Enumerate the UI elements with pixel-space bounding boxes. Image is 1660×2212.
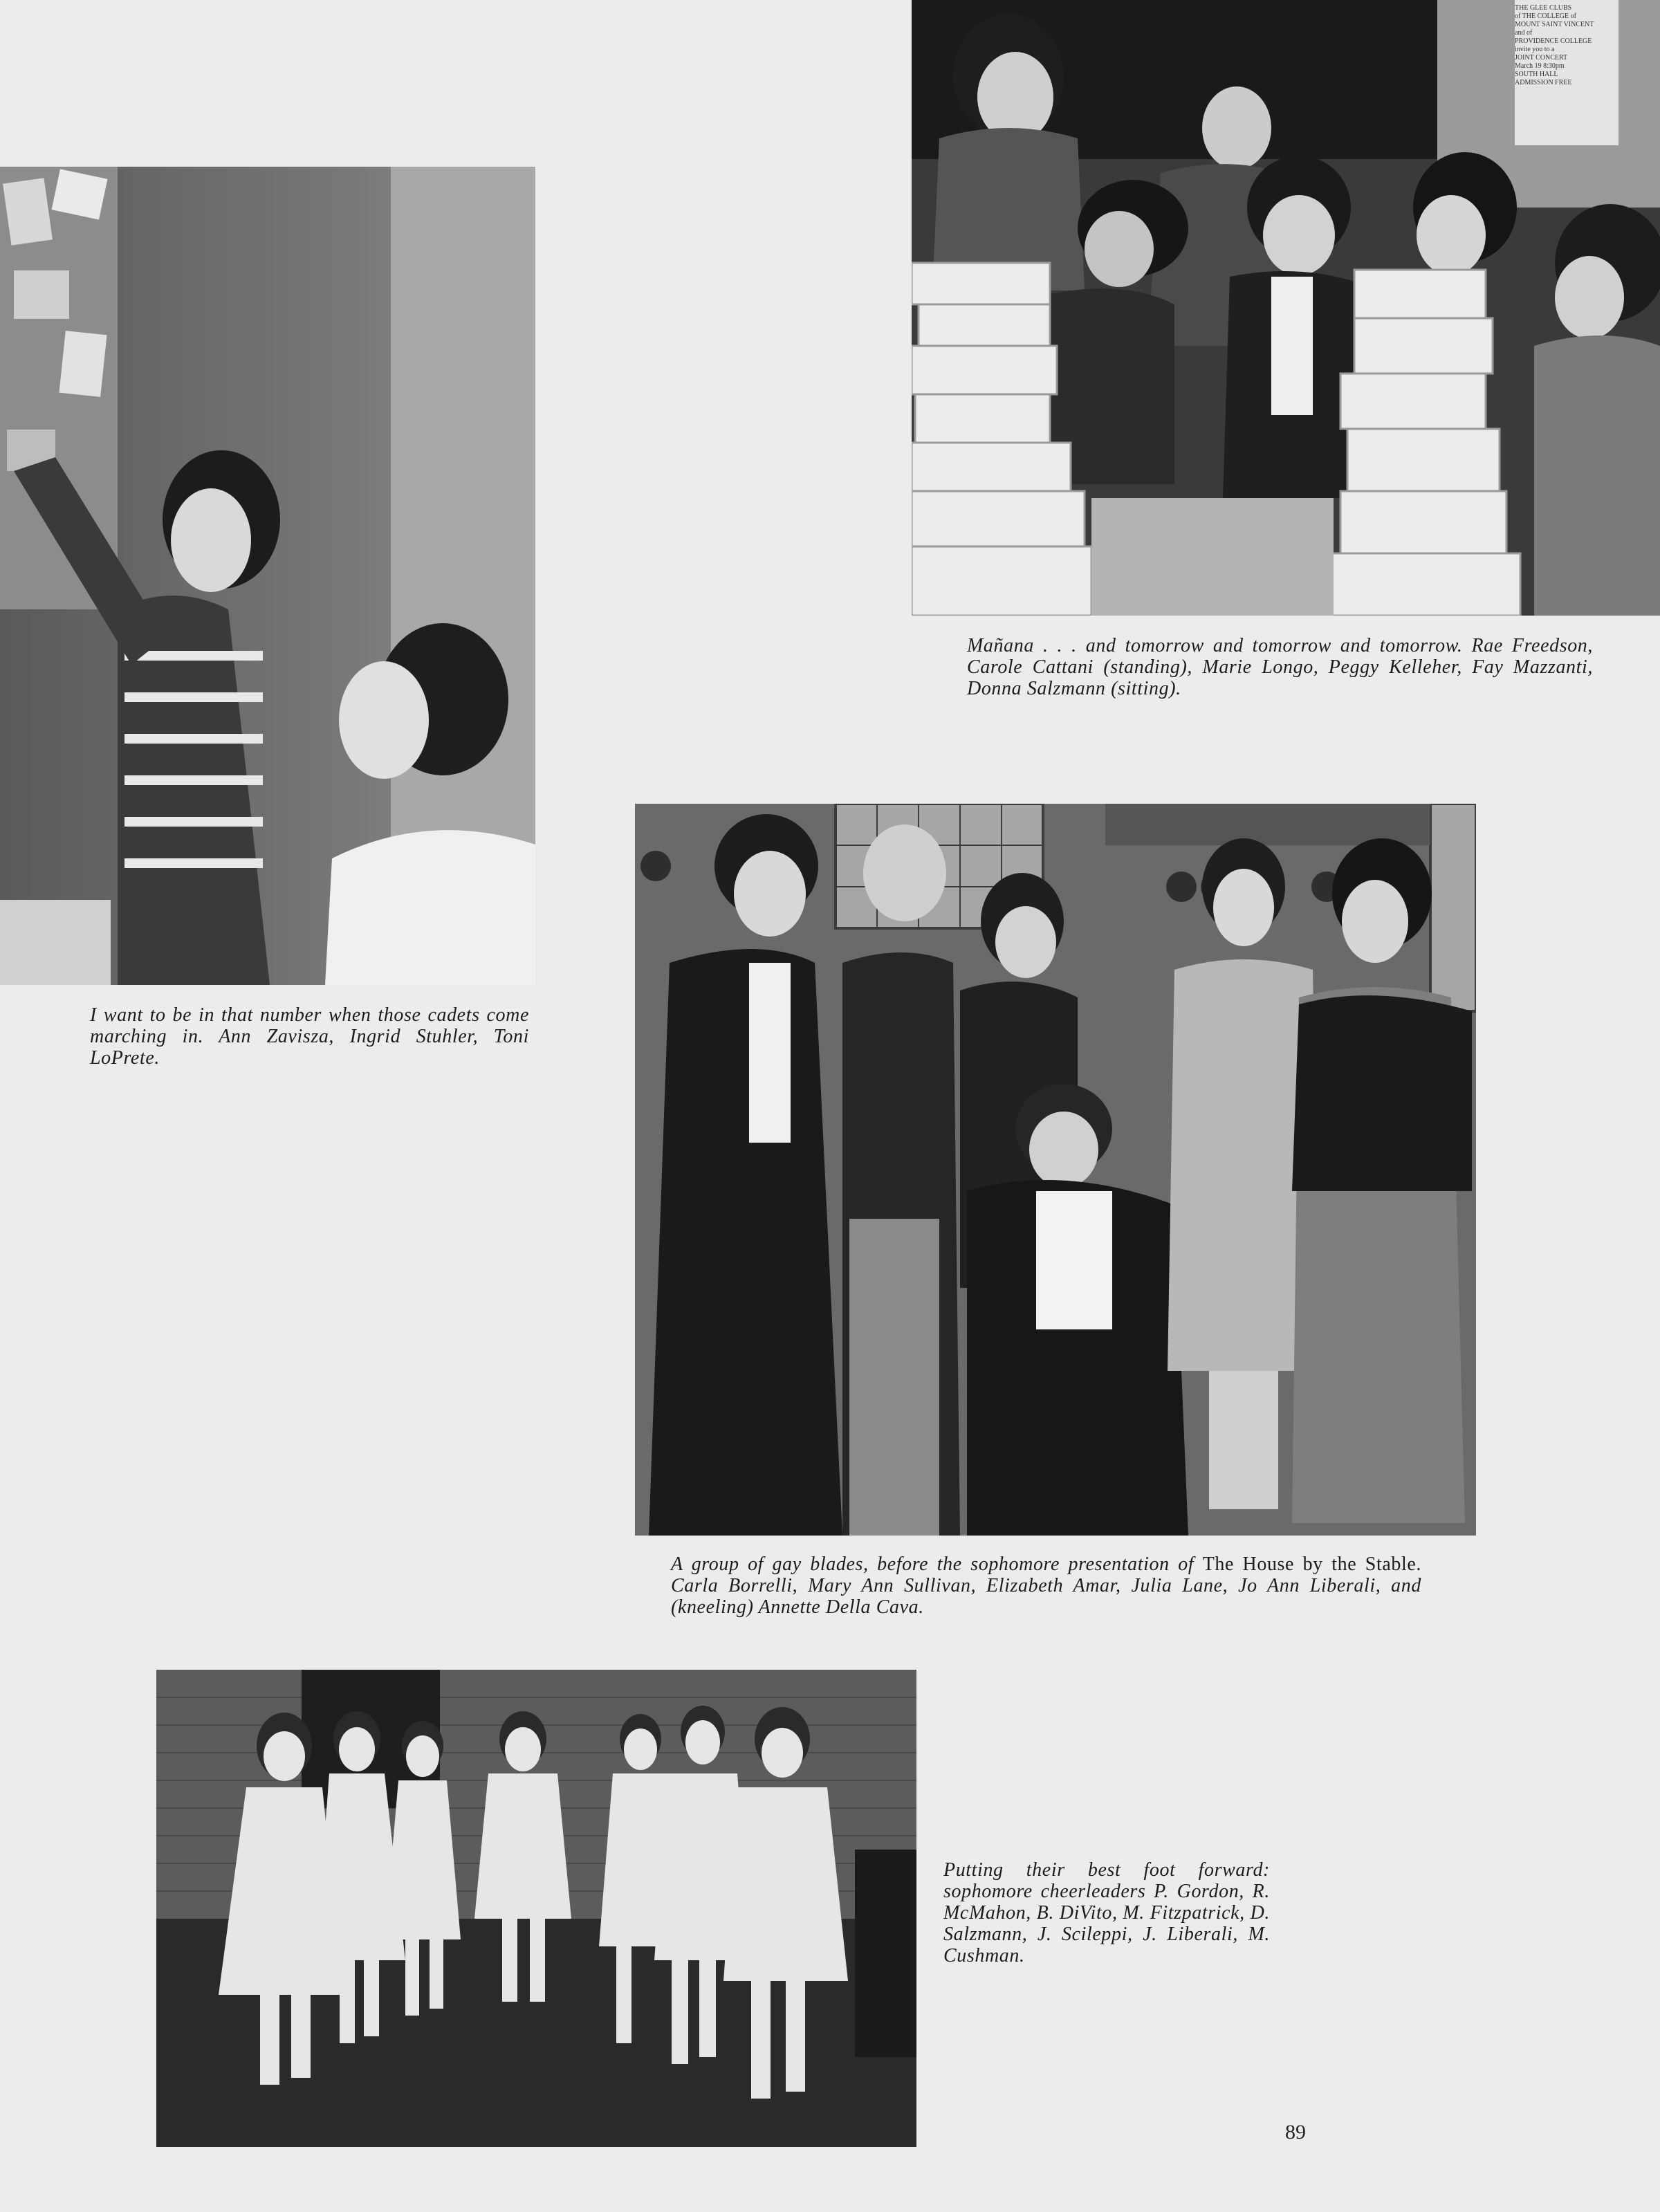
photo-gay-blades bbox=[635, 804, 1476, 1536]
gay-blades-caption-title: The House by the Stable. bbox=[1202, 1554, 1421, 1575]
poster-line: PROVIDENCE COLLEGE bbox=[1515, 37, 1592, 45]
bulletin-board-photo-image bbox=[0, 167, 535, 985]
poster-line: THE GLEE CLUBS bbox=[1515, 4, 1572, 12]
poster-line: MOUNT SAINT VINCENT bbox=[1515, 21, 1594, 28]
photo-bulletin-board bbox=[0, 167, 535, 985]
poster-line: invite you to a bbox=[1515, 46, 1555, 53]
gay-blades-caption bbox=[671, 1554, 1421, 1618]
cheerleaders-caption: Putting their best foot forward: sophomore cheerleaders P. Gordon, R. McMahon, B. DiVito, M. Fitzpatrick, D. Salzmann, J. Scileppi, J. Liberali, M. Cushman. bbox=[943, 1859, 1270, 1966]
poster-line: ADMISSION FREE bbox=[1515, 79, 1572, 86]
bulletin-board-caption: I want to be in that number when those cadets come marching in. Ann Zavisza, Ingrid Stuhler, Toni LoPrete. bbox=[90, 1004, 529, 1069]
page-number: 89 bbox=[1285, 2121, 1306, 2144]
photo-cheerleaders bbox=[156, 1670, 916, 2147]
photo-manana bbox=[912, 0, 1660, 616]
poster-line: JOINT CONCERT bbox=[1515, 54, 1568, 62]
poster-line: March 19 8:30pm bbox=[1515, 62, 1565, 70]
poster-line: SOUTH HALL bbox=[1515, 71, 1558, 78]
manana-poster bbox=[1515, 4, 1612, 87]
gay-blades-caption-after: Carla Borrelli, Mary Ann Sullivan, Elizabeth Amar, Julia Lane, Jo Ann Liberali, and (kneeling) Annette Della Cava. bbox=[671, 1575, 1421, 1618]
gay-blades-photo-image bbox=[635, 804, 1476, 1536]
cheerleaders-photo-image bbox=[156, 1670, 916, 2147]
poster-line: of THE COLLEGE of bbox=[1515, 12, 1576, 20]
manana-photo-image bbox=[912, 0, 1660, 616]
poster-line: and of bbox=[1515, 29, 1533, 37]
manana-caption: Mañana . . . and tomorrow and tomorrow and tomorrow. Rae Freedson, Carole Cattani (standing), Marie Longo, Peggy Kelleher, Fay Mazzanti, Donna Salzmann (sitting). bbox=[967, 635, 1593, 699]
gay-blades-caption-before: A group of gay blades, before the sophomore presentation of bbox=[671, 1554, 1195, 1575]
